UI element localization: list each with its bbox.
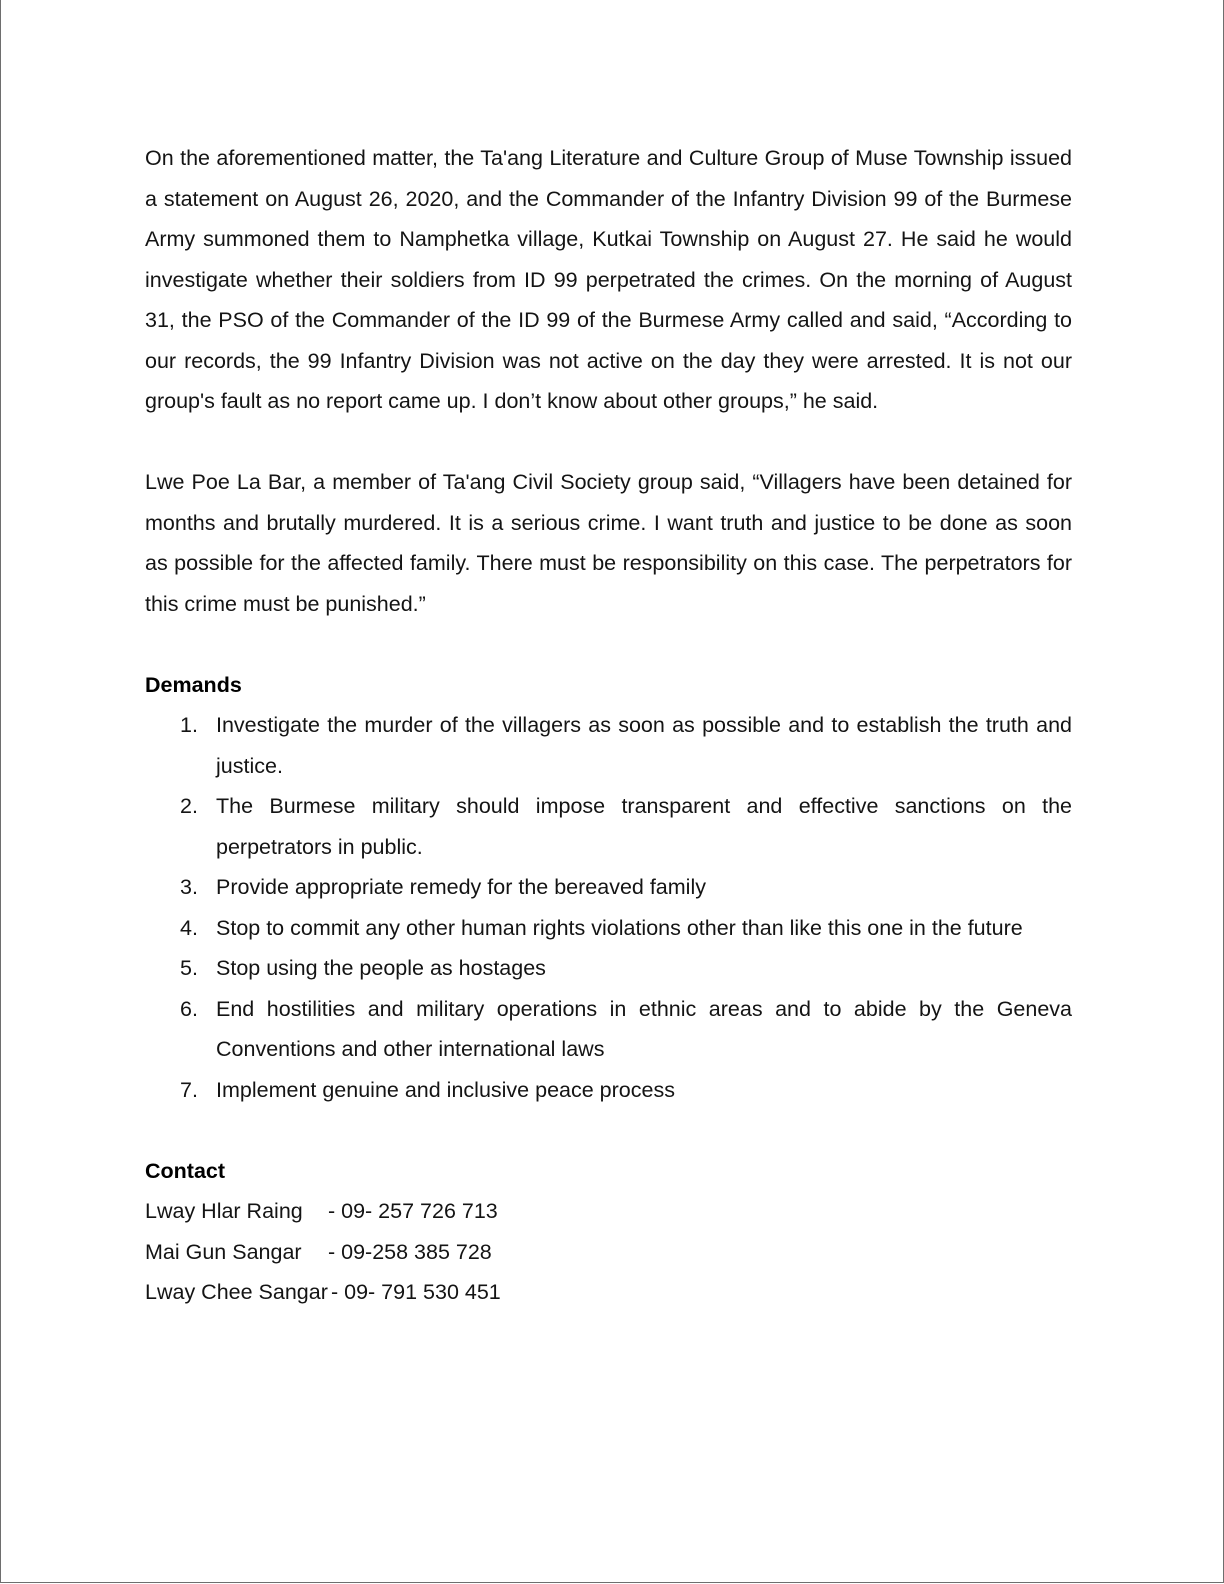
demand-text: Implement genuine and inclusive peace process: [216, 1077, 675, 1102]
contact-row: [145, 1191, 1072, 1232]
demand-number: 5.: [180, 956, 198, 980]
demand-item: [145, 1070, 1072, 1111]
demand-item: [145, 908, 1072, 949]
demand-text: Stop using the people as hostages: [216, 956, 546, 980]
paragraph-spacer: [145, 422, 1072, 463]
demand-item: [145, 786, 1072, 867]
contact-phone: - 09-258 385 728: [328, 1239, 492, 1264]
contact-row: [145, 1232, 1072, 1273]
section-spacer: [145, 1110, 1072, 1151]
demand-number: 2.: [180, 794, 198, 818]
demand-number: 1.: [180, 713, 198, 737]
demand-number: 4.: [180, 915, 198, 940]
demand-text: Investigate the murder of the villagers as soon as possible and to establish the truth and justice.: [216, 713, 1072, 778]
contact-heading: Contact: [145, 1158, 226, 1183]
demands-heading: Demands: [145, 672, 242, 697]
demand-item: [145, 989, 1072, 1070]
contact-name: Mai Gun Sangar: [145, 1239, 302, 1264]
demand-text: Stop to commit any other human rights violations other than like this one in the future: [216, 915, 1023, 940]
contact-phone: - 09- 257 726 713: [328, 1199, 498, 1223]
document-body: [145, 138, 1072, 1313]
demand-text: The Burmese military should impose transparent and effective sanctions on the perpetrators in public.: [216, 794, 1072, 859]
contact-row: [145, 1272, 1072, 1313]
demand-number: 3.: [180, 875, 198, 899]
demand-number: 6.: [180, 996, 198, 1021]
demand-number: 7.: [180, 1077, 198, 1102]
demand-item: [145, 705, 1072, 786]
contact-phone: - 09- 791 530 451: [331, 1280, 501, 1304]
demand-item: [145, 867, 1072, 908]
paragraph-quote: Lwe Poe La Bar, a member of Ta'ang Civil Society group said, “Villagers have been detained for months and brutally murdered. It is a serious crime. I want truth and justice to be done as soon as possible for the affected family. There must be responsibility on this case. The perpetrators for this crime must be punished.”: [145, 470, 1072, 616]
contact-name: Lway Hlar Raing: [145, 1199, 303, 1223]
paragraph-spacer: [145, 624, 1072, 665]
demand-item: [145, 948, 1072, 989]
demand-text: Provide appropriate remedy for the bereaved family: [216, 875, 706, 899]
demand-text: End hostilities and military operations in ethnic areas and to abide by the Geneva Conventions and other international laws: [216, 996, 1072, 1061]
demands-list: [145, 705, 1072, 1110]
paragraph-statement: On the aforementioned matter, the Ta'ang Literature and Culture Group of Muse Township issued a statement on August 26, 2020, and the Commander of the Infantry Division 99 of the Burmese Army summoned them to Namphetka village, Kutkai Township on August 27. He said he would investigate whether their soldiers from ID 99 perpetrated the crimes. On the morning of August 31, the PSO of the Commander of the ID 99 of the Burmese Army called and said, “According to our records, the 99 Infantry Division was not active on the day they were arrested. It is not our group's fault as no report came up. I don’t know about other groups,” he said.: [145, 146, 1072, 413]
contact-name: Lway Chee Sangar: [145, 1280, 328, 1304]
